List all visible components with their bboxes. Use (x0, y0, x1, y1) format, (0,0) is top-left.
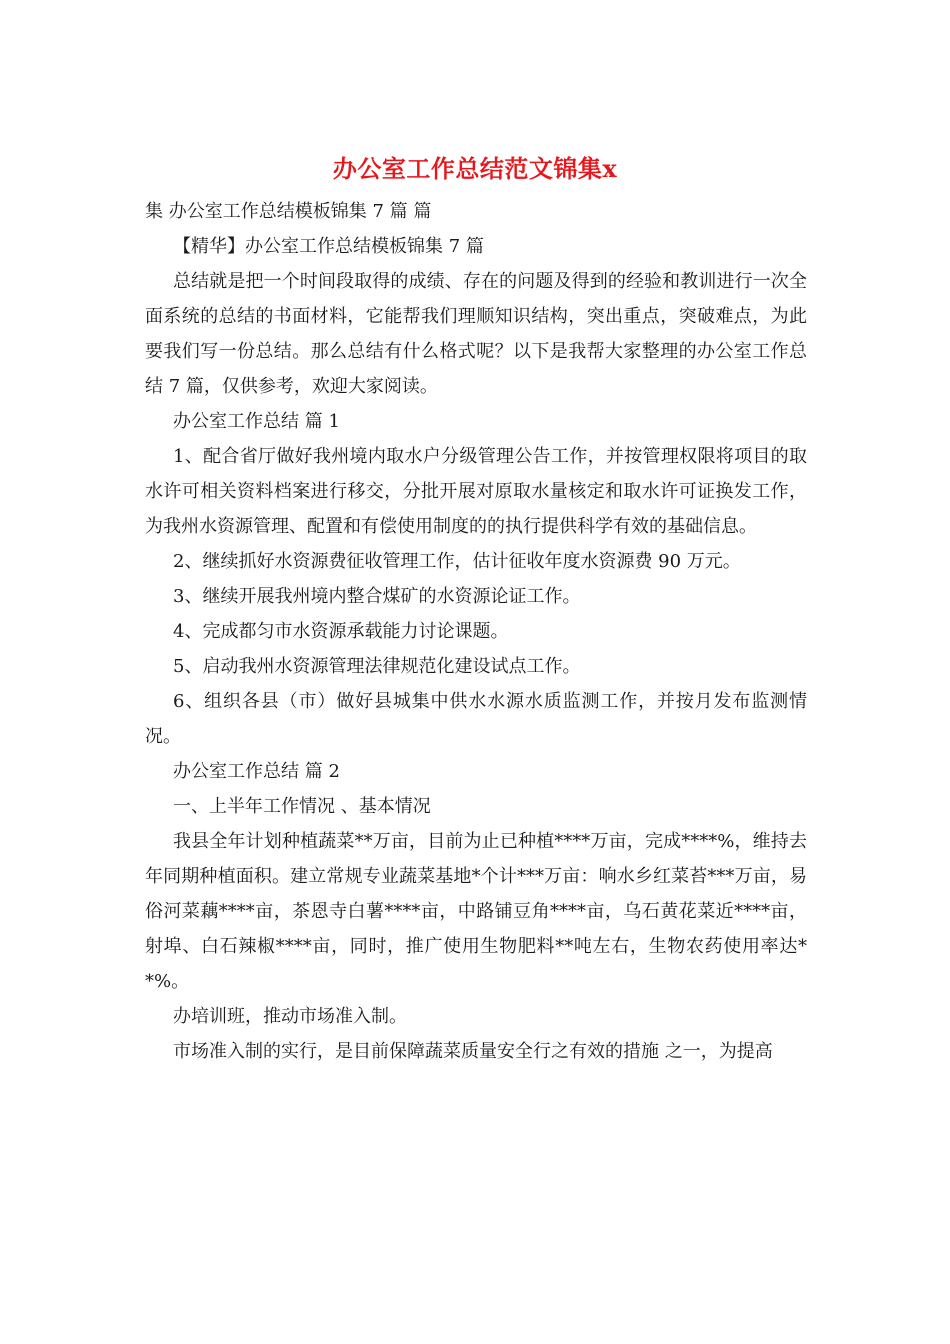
document-paragraph: 【精华】办公室工作总结模板锦集 7 篇 (173, 236, 484, 257)
document-paragraph: 总结就是把一个时间段取得的成绩、存在的问题及得到的经验和教训进行一次全面系统的总结的书面材料，它能帮我们理顺知识结构，突出重点，突破难点，为此要我们写一份总结。那么总结有什么格式呢？以下是我帮大家整理的办公室工作总结 7 篇，仅供参考，欢迎大家阅读。 (145, 271, 807, 397)
document-title: 办公室工作总结范文锦集x (332, 154, 618, 183)
document-paragraph: 2、继续抓好水资源费征收管理工作，估计征收年度水资源费 90 万元。 (173, 551, 741, 572)
document-paragraph: 我县全年计划种植蔬菜**万亩，目前为止已种植****万亩，完成****%，维持去年同期种植面积。建立常规专业蔬菜基地*个计***万亩：响水乡红菜苔***万亩，易俗河菜藕****亩，茶恩寺白薯****亩，中路铺豆角****亩，乌石黄花菜近****亩，射埠、白石辣椒****亩，同时，推广使用生物肥料**吨左右，生物农药使用率达**%。 (145, 831, 807, 992)
document-paragraph: 办公室工作总结 篇 2 (173, 761, 340, 782)
document-paragraph: 5、启动我州水资源管理法律规范化建设试点工作。 (173, 656, 581, 677)
document-body (145, 194, 807, 1069)
document-paragraph: 办培训班，推动市场准入制。 (173, 1006, 407, 1027)
document-paragraph: 集 办公室工作总结模板锦集 7 篇 篇 (145, 201, 432, 222)
document-paragraph: 3、继续开展我州境内整合煤矿的水资源论证工作。 (173, 586, 581, 607)
document-paragraph: 办公室工作总结 篇 1 (173, 411, 340, 432)
document-paragraph: 市场准入制的实行，是目前保障蔬菜质量安全行之有效的措施 之一，为提高 (173, 1041, 773, 1062)
document-paragraph: 4、完成都匀市水资源承载能力讨论课题。 (173, 621, 509, 642)
document-paragraph: 一、上半年工作情况 、基本情况 (173, 796, 431, 817)
document-paragraph: 6、组织各县（市）做好县城集中供水水源水质监测工作，并按月发布监测情况。 (145, 691, 807, 747)
document-paragraph: 1、配合省厅做好我州境内取水户分级管理公告工作，并按管理权限将项目的取水许可相关资料档案进行移交，分批开展对原取水量核定和取水许可证换发工作，为我州水资源管理、配置和有偿使用制度的的执行提供科学有效的基础信息。 (145, 446, 807, 537)
